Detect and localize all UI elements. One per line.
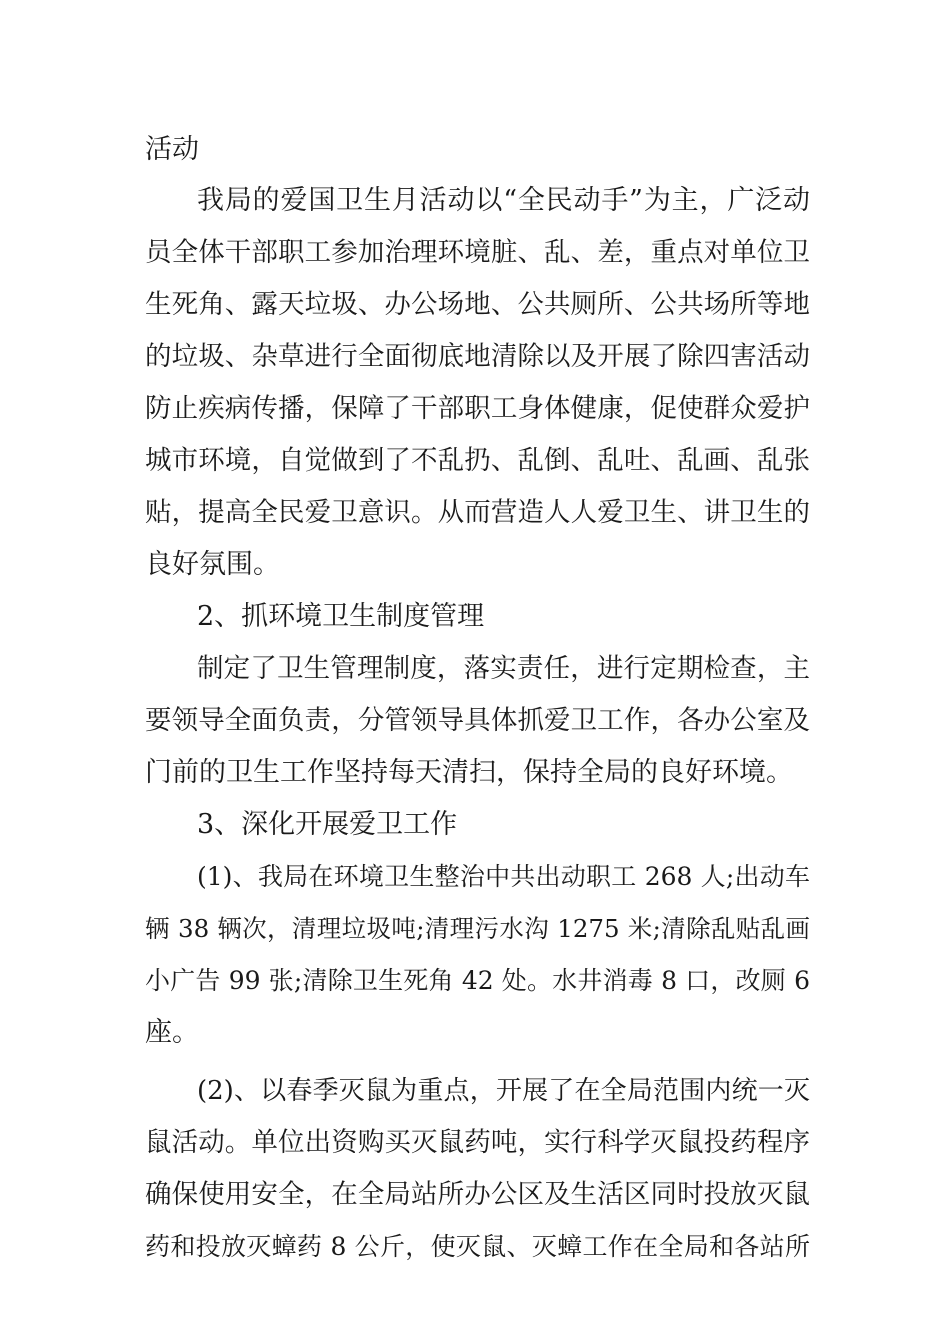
text-line: 生死角、露天垃圾、办公场地、公共厕所、公共场所等地 [145,289,810,320]
text-line: 辆 38 辆次，清理垃圾吨;清理污水沟 1275 米;清除乱贴乱画 [145,914,810,943]
paragraph-first-line: 制定了卫生管理制度，落实责任，进行定期检查，主 [197,653,810,684]
text-line: 城市环境，自觉做到了不乱扔、乱倒、乱吐、乱画、乱张 [145,445,810,476]
text-line: 良好氛围。 [145,549,280,580]
text-line: 要领导全面负责，分管领导具体抓爱卫工作，各办公室及 [145,705,810,736]
paragraph-first-line: 我局的爱国卫生月活动以“全民动手”为主，广泛动 [197,185,810,216]
text-line: 贴，提高全民爱卫意识。从而营造人人爱卫生、讲卫生的 [145,497,810,528]
section-heading: 3、深化开展爱卫工作 [197,809,458,840]
paragraph-first-line: (2)、以春季灭鼠为重点，开展了在全局范围内统一灭 [197,1076,810,1106]
section-heading: 2、抓环境卫生制度管理 [197,601,485,632]
text-line: 门前的卫生工作坚持每天清扫，保持全局的良好环境。 [145,757,793,788]
text-line: 的垃圾、杂草进行全面彻底地清除以及开展了除四害活动 [145,341,810,372]
text-line: 小广告 99 张;清除卫生死角 42 处。水井消毒 8 口，改厕 6 [145,966,810,995]
text-line: 确保使用安全，在全局站所办公区及生活区同时投放灭鼠 [145,1179,810,1210]
text-line: 防止疾病传播，保障了干部职工身体健康，促使群众爱护 [145,393,810,424]
text-line: 座。 [145,1017,199,1048]
text-line: 鼠活动。单位出资购买灭鼠药吨，实行科学灭鼠投药程序 [145,1127,810,1158]
text-line: 药和投放灭蟑药 8 公斤，使灭鼠、灭蟑工作在全局和各站所 [145,1232,810,1261]
paragraph-first-line: (1)、我局在环境卫生整治中共出动职工 268 人;出动车 [197,862,810,891]
text-line: 活动 [145,134,199,165]
text-line: 员全体干部职工参加治理环境脏、乱、差，重点对单位卫 [145,237,810,268]
